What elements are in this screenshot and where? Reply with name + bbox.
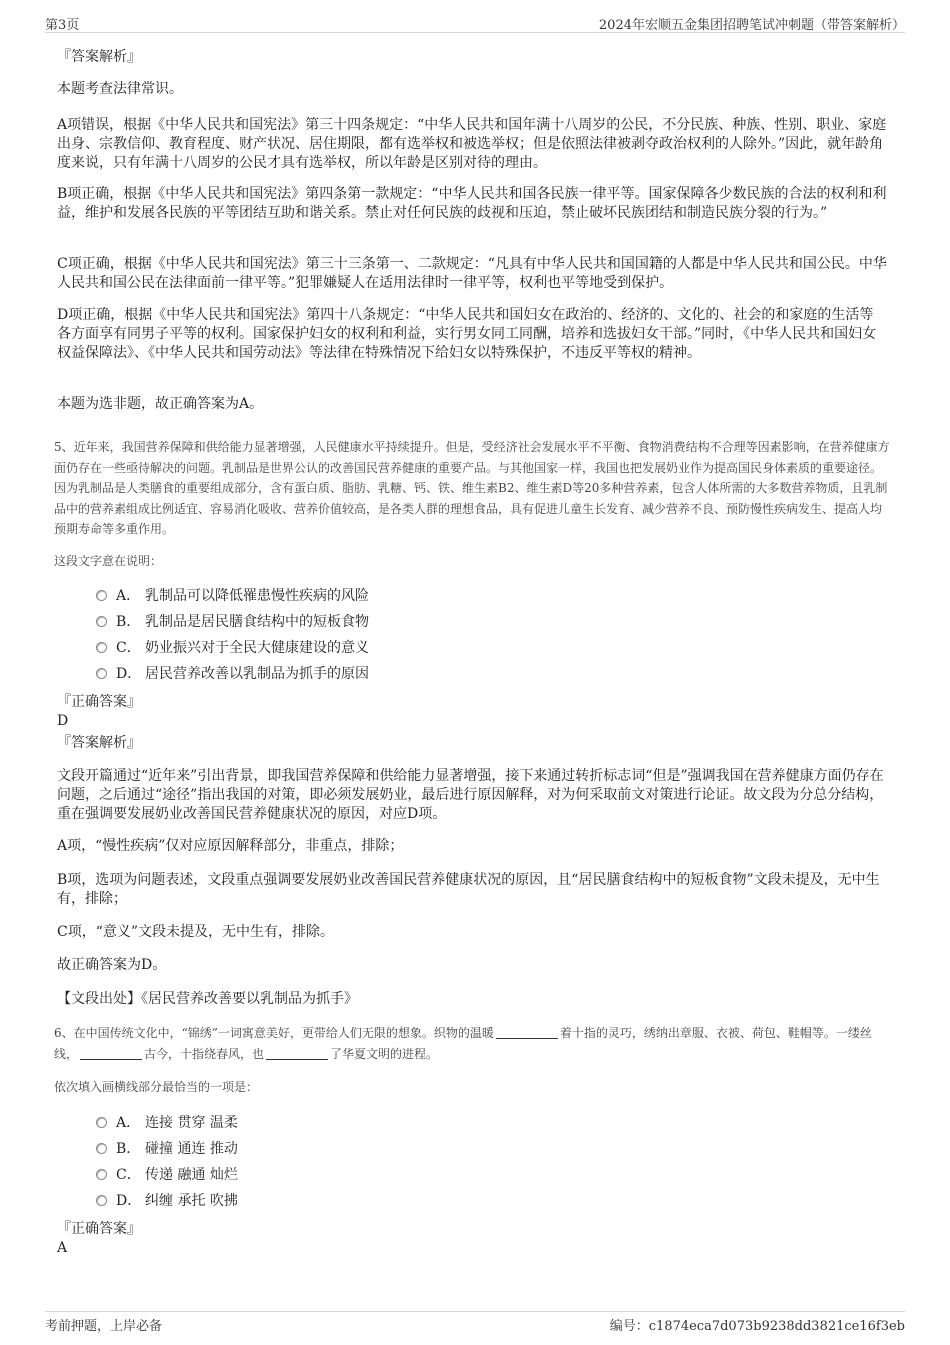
q5-option-a[interactable]	[96, 587, 369, 606]
page-header	[45, 12, 905, 33]
q4-option-a-analysis: A项错误，根据《中华人民共和国宪法》第三十四条规定：“中华人民共和国年满十八周岁的公民，不分民族、种族、性别、职业、家庭出身、宗教信仰、教育程度、财产状况、居住期限，都有选举权和被选举权；但是依照法律被剥夺政治权利的人除外。”因此，就年龄角度来说，只有年满十八周岁的公民才具有选举权，所以年龄是区别对待的理由。	[57, 117, 887, 171]
radio-icon[interactable]	[96, 668, 107, 679]
q5-option-c[interactable]	[96, 639, 369, 658]
page-footer	[45, 1311, 905, 1334]
option-text: 连接 贯穿 温柔	[145, 1115, 238, 1131]
q4-option-b-analysis: B项正确，根据《中华人民共和国宪法》第四条第一款规定：“中华人民共和国各民族一律平等。国家保障各少数民族的合法的权利和利益，维护和发展各民族的平等团结互助和谐关系。禁止对任何民族的歧视和压迫，禁止破坏民族团结和制造民族分裂的行为。”	[57, 186, 887, 221]
option-letter: A．	[116, 588, 141, 604]
q6-blank-1	[496, 1026, 558, 1039]
footer-slogan: 考前押题，上岸必备	[45, 1319, 163, 1334]
q5-option-d[interactable]	[96, 665, 369, 684]
radio-icon[interactable]	[96, 1143, 107, 1154]
q6-blank-2	[80, 1047, 142, 1060]
q6-stem-part-4: 了华夏文明的进程。	[330, 1046, 439, 1061]
option-letter: C．	[116, 640, 141, 656]
radio-icon[interactable]	[96, 616, 107, 627]
q5-conclusion: 故正确答案为D。	[57, 957, 167, 973]
option-letter: D．	[116, 1193, 142, 1209]
q6-answer: A	[57, 1240, 68, 1256]
q6-option-a[interactable]	[96, 1114, 238, 1133]
option-text: 传递 融通 灿烂	[145, 1167, 238, 1183]
q4-option-d-analysis: D项正确，根据《中华人民共和国宪法》第四十八条规定：“中华人民共和国妇女在政治的、经济的、文化的、社会的和家庭的生活等各方面享有同男子平等的权利。国家保护妇女的权利和利益，实行男女同工同酬，培养和选拔妇女干部。”同时，《中华人民共和国妇女权益保障法》、《中华人民共和国劳动法》等法律在特殊情况下给妇女以特殊保护，不违反平等权的精神。	[57, 307, 877, 361]
q4-analysis-label: 『答案解析』	[57, 49, 141, 65]
option-text: 乳制品是居民膳食结构中的短板食物	[145, 614, 369, 630]
radio-icon[interactable]	[96, 1195, 107, 1206]
radio-icon[interactable]	[96, 642, 107, 653]
q5-option-b[interactable]	[96, 613, 369, 632]
q5-analysis-label: 『答案解析』	[57, 735, 141, 751]
q5-question: 这段文字意在说明：	[54, 554, 163, 568]
q6-blank-3	[266, 1047, 328, 1060]
q6-option-c[interactable]	[96, 1166, 238, 1185]
q5-analysis: 文段开篇通过“近年来”引出背景，即我国营养保障和供给能力显著增强，接下来通过转折标志词“但是”强调我国在营养健康方面仍存在问题，之后通过“途径”指出我国的对策，即必须发展奶业，最后进行原因解释，对为何采取前文对策进行论证。故文段为分总分结构，重在强调要发展奶业改善国民营养健康状况的原因，对应D项。	[57, 768, 884, 822]
q6-option-b[interactable]	[96, 1140, 238, 1159]
q4-conclusion: 本题为选非题，故正确答案为A。	[57, 396, 264, 412]
q6-question: 依次填入画横线部分最恰当的一项是：	[54, 1080, 259, 1094]
q6-stem-part-3: 古今，十指绕春风，也	[144, 1046, 265, 1061]
radio-icon[interactable]	[96, 1169, 107, 1180]
q5-source: 【文段出处】《居民营养改善要以乳制品为抓手》	[57, 991, 358, 1007]
option-text: 碰撞 通连 推动	[145, 1141, 238, 1157]
option-letter: B．	[116, 1141, 141, 1157]
q5-option-b-analysis: B项，选项为问题表述，文段重点强调要发展奶业改善国民营养健康状况的原因，且“居民膳食结构中的短板食物”文段未提及，无中生有，排除；	[57, 872, 880, 907]
q5-stem: 5、近年来，我国营养保障和供给能力显著增强，人民健康水平持续提升。但是，受经济社会发展水平不平衡、食物消费结构不合理等因素影响，在营养健康方面仍存在一些亟待解决的问题。乳制品是世界公认的改善国民营养健康的重要产品。与其他国家一样，我国也把发展奶业作为提高国民身体素质的重要途径。因为乳制品是人类膳食的重要组成部分，含有蛋白质、脂肪、乳糖、钙、铁、维生素B2、维生素D等20多种营养素，包含人体所需的大多数营养物质，且乳制品中的营养素组成比例适宜、容易消化吸收、营养价值较高，是各类人群的理想食品，具有促进儿童生长发育、减少营养不良、预防慢性疾病发生、提高人均预期寿命等多重作用。	[54, 440, 890, 536]
option-letter: A．	[116, 1115, 141, 1131]
radio-icon[interactable]	[96, 1117, 107, 1128]
q5-answer-label: 『正确答案』	[57, 694, 141, 710]
q5-answer: D	[57, 713, 69, 729]
radio-icon[interactable]	[96, 590, 107, 601]
q6-stem	[54, 1023, 890, 1064]
q5-option-c-analysis: C项，“意义”文段未提及，无中生有，排除。	[57, 924, 335, 940]
page-number: 第3页	[45, 18, 80, 33]
option-letter: D．	[116, 666, 142, 682]
q6-stem-part-2: 着十指的灵巧，绣纳出章服、衣被、荷包、鞋帽等。一缕丝线，	[54, 1026, 872, 1061]
q4-option-c-analysis: C项正确，根据《中华人民共和国宪法》第三十三条第一、二款规定：“凡具有中华人民共和国国籍的人都是中华人民共和国公民。中华人民共和国公民在法律面前一律平等。”犯罪嫌疑人在适用法律时一律平等，权利也平等地受到保护。	[57, 256, 887, 291]
q6-option-d[interactable]	[96, 1192, 238, 1211]
option-text: 纠缠 承托 吹拂	[145, 1193, 238, 1209]
q6-answer-label: 『正确答案』	[57, 1221, 141, 1237]
option-text: 乳制品可以降低罹患慢性疾病的风险	[145, 588, 369, 604]
option-text: 奶业振兴对于全民大健康建设的意义	[145, 640, 369, 656]
option-letter: C．	[116, 1167, 141, 1183]
q5-option-a-analysis: A项，“慢性疾病”仅对应原因解释部分，非重点，排除；	[57, 838, 404, 854]
q6-stem-part-1: 6、在中国传统文化中，“锦绣”一词寓意美好，更带给人们无限的想象。织物的温暖	[54, 1026, 494, 1040]
q4-intro: 本题考查法律常识。	[57, 81, 183, 97]
document-id: 编号：c1874eca7d073b9238dd3821ce16f3eb	[609, 1319, 905, 1334]
option-letter: B．	[116, 614, 141, 630]
document-title: 2024年宏顺五金集团招聘笔试冲刺题（带答案解析）	[598, 18, 905, 33]
option-text: 居民营养改善以乳制品为抓手的原因	[145, 666, 369, 682]
